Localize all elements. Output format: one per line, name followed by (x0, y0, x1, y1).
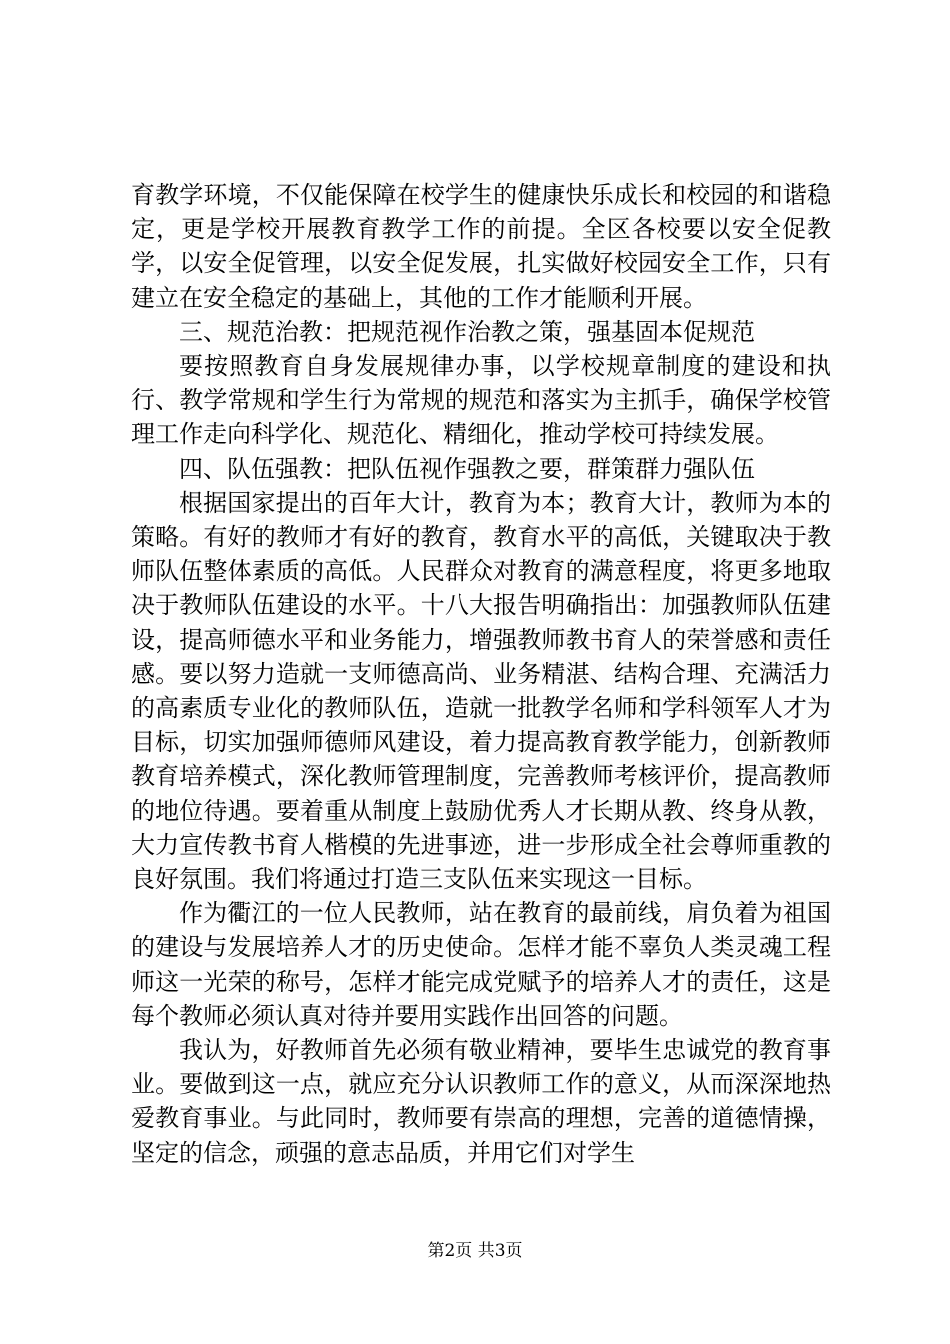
section-heading-4: 四、队伍强教：把队伍视作强教之要，群策群力强队伍 (179, 454, 755, 483)
paragraph: 我认为，好教师首先必须有敬业精神，要毕生忠诚党的教育事业。要做到这一点，就应充分认识教师工作的意义，从而深深地热爱教育事业。与此同时，教师要有崇高的理想，完善的道德情操，坚定的信念，顽强的意志品质，并用它们对学生 (131, 1036, 831, 1167)
document-body (131, 178, 831, 1170)
paragraph: 要按照教育自身发展规律办事，以学校规章制度的建设和执行、教学常规和学生行为常规的规范和落实为主抓手，确保学校管理工作走向科学化、规范化、精细化，推动学校可持续发展。 (131, 352, 831, 449)
page-footer (0, 1240, 950, 1262)
paragraph: 根据国家提出的百年大计，教育为本；教育大计，教师为本的策略。有好的教师才有好的教育，教育水平的高低，关键取决于教师队伍整体素质的高低。人民群众对教育的满意程度，将更多地取决于教师队伍建设的水平。十八大报告明确指出：加强教师队伍建设，提高师德水平和业务能力，增强教师教书育人的荣誉感和责任感。要以努力造就一支师德高尚、业务精湛、结构合理、充满活力的高素质专业化的教师队伍，造就一批教学名师和学科领军人才为目标，切实加强师德师风建设，着力提高教育教学能力，创新教师教育培养模式，深化教师管理制度，完善教师考核评价，提高教师的地位待遇。要着重从制度上鼓励优秀人才长期从教、终身从教，大力宣传教书育人楷模的先进事迹，进一步形成全社会尊师重教的良好氛围。我们将通过打造三支队伍来实现这一目标。 (131, 488, 831, 894)
section-heading-3: 三、规范治教：把规范视作治教之策，强基固本促规范 (179, 317, 755, 346)
paragraph: 作为衢江的一位人民教师，站在教育的最前线，肩负着为祖国的建设与发展培养人才的历史使命。怎样才能不辜负人类灵魂工程师这一光荣的称号，怎样才能完成党赋予的培养人才的责任，这是每个教师必须认真对待并要用实践作出回答的问题。 (131, 899, 831, 1030)
page-number-label: 第2页 共3页 (427, 1241, 523, 1261)
paragraph-continuation: 育教学环境，不仅能保障在校学生的健康快乐成长和校园的和谐稳定，更是学校开展教育教学工作的前提。全区各校要以安全促教学，以安全促管理，以安全促发展，扎实做好校园安全工作，只有建立在安全稳定的基础上，其他的工作才能顺利开展。 (131, 181, 831, 312)
